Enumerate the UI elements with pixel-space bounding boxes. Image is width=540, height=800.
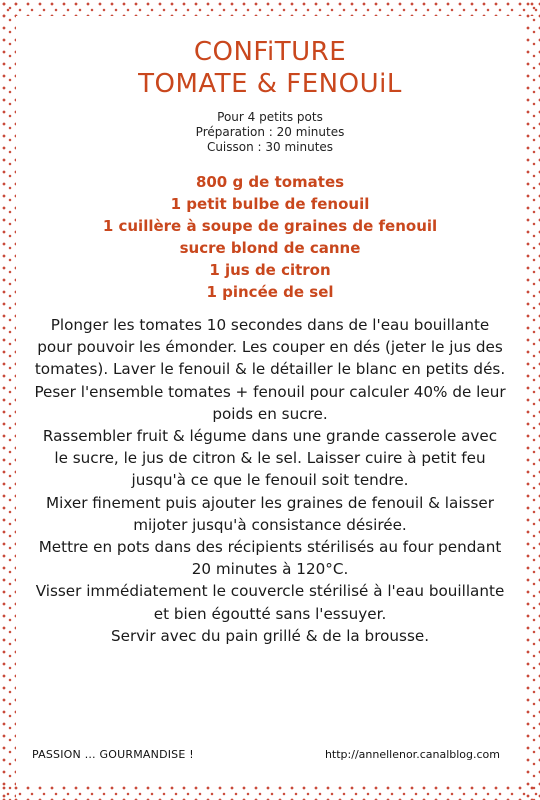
footer-tagline: PASSION … GOURMANDISE ! [32,748,194,761]
dotted-border-right [524,0,540,800]
cooking-time: Cuisson : 30 minutes [206,140,334,154]
servings-text: Pour 4 petits pots [217,110,323,124]
dotted-border-bottom [0,784,540,800]
ingredients-list [18,171,522,303]
instruction-step: Visser immédiatement le couvercle stérilisé à l'eau bouillante et bien égoutté sans l'essuyer. [35,582,505,623]
instruction-step: Mettre en pots dans des récipients stérilisés au four pendant 20 minutes à 120°C. [38,538,502,579]
ingredient-item: 800 g de tomates [195,173,345,191]
preparation-time: Préparation : 20 minutes [195,125,345,139]
dotted-border-left [0,0,16,800]
recipe-title-line-1: CONFiTURE [193,37,347,67]
ingredient-item: 1 petit bulbe de fenouil [170,195,370,213]
instruction-step: Servir avec du pain grillé & de la brousse. [110,626,430,645]
instruction-step: Rassembler fruit & légume dans une grande casserole avec le sucre, le jus de citron & le sel. Laisser cuire à petit feu jusqu'à ce que le fenouil soit tendre. [42,427,498,490]
recipe-title-line-2: TOMATE & FENOUiL [138,69,402,99]
ingredient-item: 1 pincée de sel [206,283,334,301]
instruction-step: Plonger les tomates 10 secondes dans de l'eau bouillante pour pouvoir les émonder. Les couper en dés (jeter le jus des tomates). Laver le fenouil & le détailler le blanc en petits dés. Peser l'ensemble tomates + fenouil pour calculer 40% de leur poids en sucre. [34,316,506,423]
dotted-border-top [0,0,540,16]
recipe-content [18,18,522,782]
ingredient-item: 1 cuillère à soupe de graines de fenouil [102,217,438,235]
ingredient-item: sucre blond de canne [179,239,361,257]
instruction-step: Mixer finement puis ajouter les graines de fenouil & laisser mijoter jusqu'à consistance désirée. [46,493,494,534]
ingredient-item: 1 jus de citron [209,261,331,279]
instructions [34,314,506,647]
footer-blog-url[interactable]: http://annellenor.canalblog.com [324,748,500,761]
